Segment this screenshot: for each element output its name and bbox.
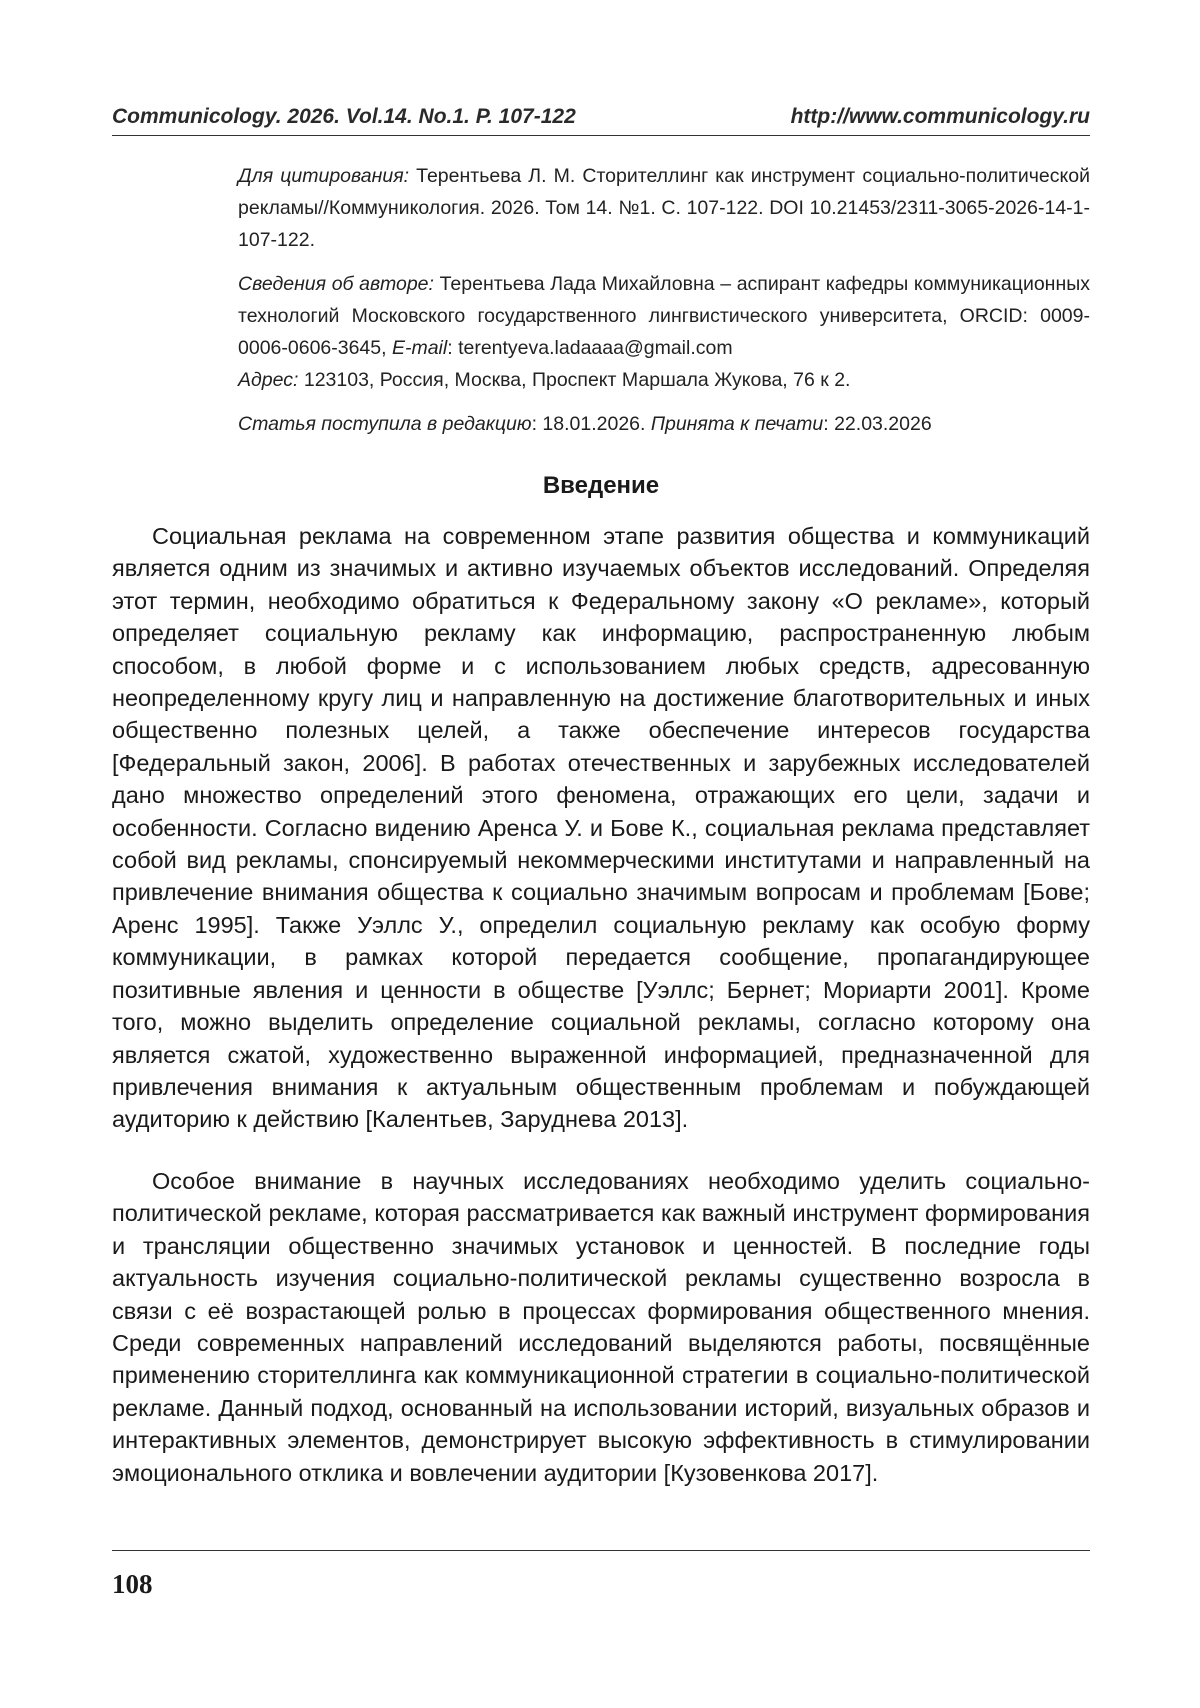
accepted-date: : 22.03.2026 bbox=[823, 413, 932, 435]
body-paragraph: Социальная реклама на современном этапе развития общества и коммуникаций является одним из значимых и активно изучаемых объектов исследований. Определяя этот термин, необходимо обратиться к Федеральному закону «О рекламе», который определяет социальную рекламу как информацию, распространенную любым способом, в любой форме и с использованием любых средств, адресованную неопределенному кругу лиц и направленную на достижение благотворительных и иных общественно полезных целей, а также обеспечение интересов государства [Федеральный закон, 2006]. В работах отечественных и зарубежных исследователей дано множество определений этого феномена, отражающих его цели, задачи и особенности. Согласно видению Аренса У. и Бове К., социальная реклама представляет собой вид рекламы, спонсируемый некоммерческими институтами и направленный на привлечение внимания общества к социально значимым вопросам и проблемам [Бове; Аренс 1995]. Также Уэллс У., определил социальную рекламу как особую форму коммуникации, в рамках которой передается сообщение, пропагандирующее позитивные явления и ценности в обществе [Уэллс; Бернет; Мориарти 2001]. Кроме того, можно выделить определение социальной рекламы, согласно которому она является сжатой, художественно выраженной информацией, предназначенной для привлечения внимания к актуальным общественным проблемам и побуждающей аудиторию к действию [Калентьев, Заруднева 2013]. bbox=[112, 523, 1090, 1133]
email-label: E-mail bbox=[391, 337, 448, 359]
received-date: : 18.01.2026. bbox=[531, 413, 651, 435]
author-text: Терентьева Лада Михайловна – аспирант кафедры коммуникационных технологий Московского государственного лингвистического университета, ORCID: 0009-0006-0606-3645, bbox=[238, 273, 1090, 359]
address-label: Адрес: bbox=[238, 369, 299, 391]
author-info-block bbox=[238, 268, 1090, 396]
received-label: Статья поступила в редакцию bbox=[238, 413, 532, 435]
citation-label: Для цитирования: bbox=[238, 165, 410, 187]
accepted-label: Принята к печати bbox=[650, 413, 824, 435]
journal-url[interactable]: http://www.communicology.ru bbox=[790, 105, 1090, 128]
journal-reference: Communicology. 2026. Vol.14. No.1. P. 107-122 bbox=[112, 105, 576, 128]
author-label: Сведения об авторе: bbox=[238, 273, 434, 295]
author-address: 123103, Россия, Москва, Проспект Маршала Жукова, 76 к 2. bbox=[298, 369, 851, 391]
dates-block bbox=[238, 408, 1090, 440]
page-number: 108 bbox=[112, 1569, 153, 1599]
citation-block bbox=[238, 160, 1090, 256]
running-header bbox=[112, 100, 1090, 136]
section-title: Введение bbox=[542, 472, 660, 499]
footer-divider bbox=[112, 1550, 1090, 1551]
citation-text: Терентьева Л. М. Сторителлинг как инструмент социально-политической рекламы//Коммуникология. 2026. Том 14. №1. С. 107-122. DOI 10.21453/2311-3065-2026-14-1-107-122. bbox=[238, 165, 1090, 251]
body-paragraph: Особое внимание в научных исследованиях необходимо уделить социально-политической рекламе, которая рассматривается как важный инструмент формирования и трансляции общественно значимых установок и ценностей. В последние годы актуальность изучения социально-политической рекламы существенно возросла в связи с её возрастающей ролью в процессах формирования общественного мнения. Среди современных направлений исследований выделяются работы, посвящённые применению сторителлинга как коммуникационной стратегии в социально-политической рекламе. Данный подход, основанный на использовании историй, визуальных образов и интерактивных элементов, демонстрирует высокую эффективность в стимулировании эмоционального отклика и вовлечении аудитории [Кузовенкова 2017]. bbox=[112, 1168, 1090, 1486]
author-email[interactable]: : terentyeva.ladaaaa@gmail.com bbox=[447, 337, 733, 359]
